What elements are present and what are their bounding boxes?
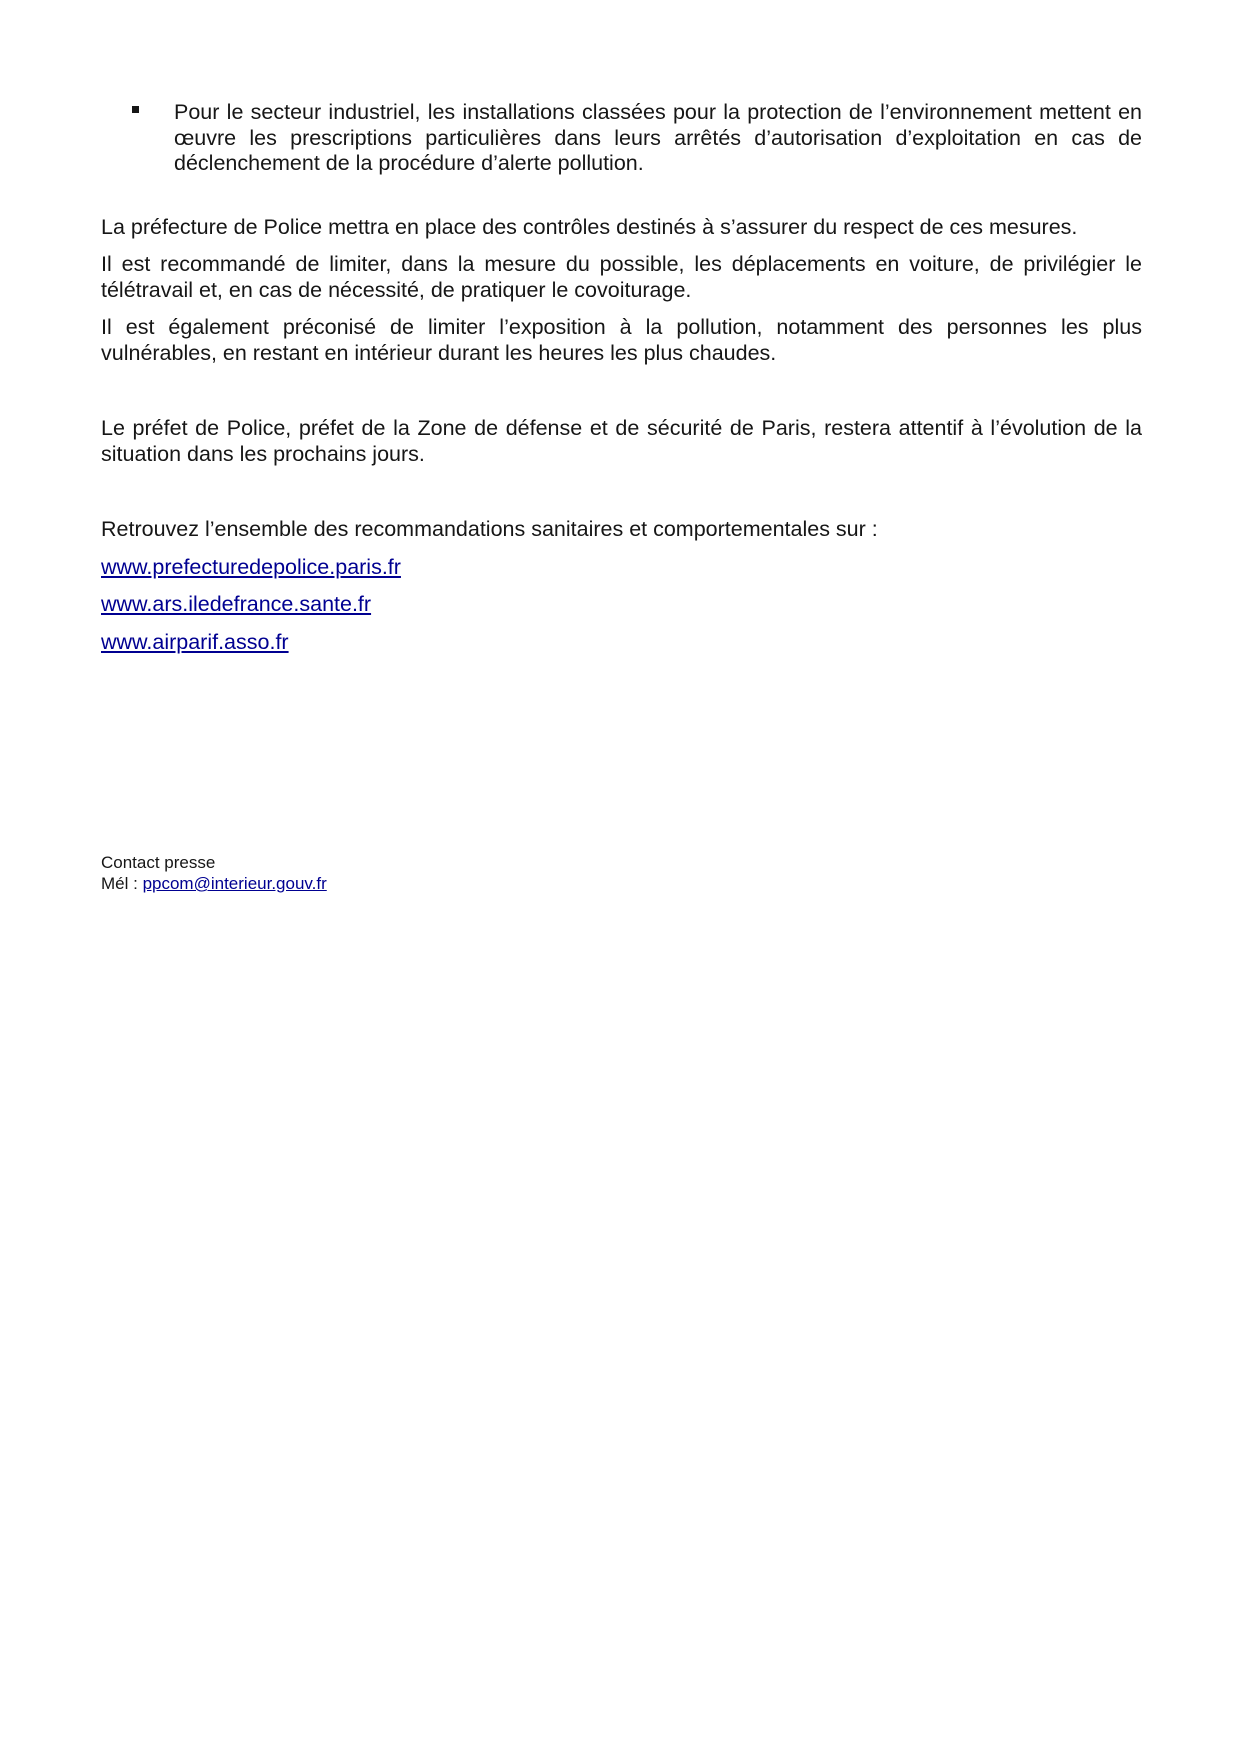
bullet-item (101, 100, 1142, 177)
contact-mail-label: Mél : (101, 874, 143, 893)
link-prefecture[interactable]: www.prefecturedepolice.paris.fr (101, 554, 401, 579)
link-line-prefecture (101, 555, 1142, 581)
link-ars[interactable]: www.ars.iledefrance.sante.fr (101, 592, 372, 616)
contact-mail-line (101, 873, 327, 894)
link-line-airparif (101, 630, 1142, 656)
square-bullet-icon (132, 106, 139, 113)
contact-mail-link[interactable]: ppcom@interieur.gouv.fr (142, 874, 327, 893)
paragraph-recommendation: Il est recommandé de limiter, dans la mesure du possible, les déplacements en voiture, de privilégier le télétravail et, en cas de nécessité, de pratiquer le covoiturage. (101, 252, 1142, 302)
document-body (101, 100, 1142, 655)
link-line-ars (101, 592, 1142, 618)
contact-title: Contact presse (101, 853, 216, 872)
paragraph-exposure: Il est également préconisé de limiter l’exposition à la pollution, notamment des personnes les plus vulnérables, en restant en intérieur durant les heures les plus chaudes. (101, 315, 1142, 365)
paragraph-prefect: Le préfet de Police, préfet de la Zone de défense et de sécurité de Paris, restera attentif à l’évolution de la situation dans les prochains jours. (101, 416, 1142, 466)
paragraph-links-intro: Retrouvez l’ensemble des recommandations sanitaires et comportementales sur : (101, 517, 878, 541)
press-contact (101, 852, 327, 894)
paragraph-controls: La préfecture de Police mettra en place des contrôles destinés à s’assurer du respect de ces mesures. (101, 214, 1078, 239)
link-airparif[interactable]: www.airparif.asso.fr (101, 629, 289, 654)
bullet-text: Pour le secteur industriel, les installations classées pour la protection de l’environnement mettent en œuvre les prescriptions particulières dans leurs arrêtés d’autorisation d’exploitation en cas de déclenchement de la procédure d’alerte pollution. (174, 100, 1142, 175)
